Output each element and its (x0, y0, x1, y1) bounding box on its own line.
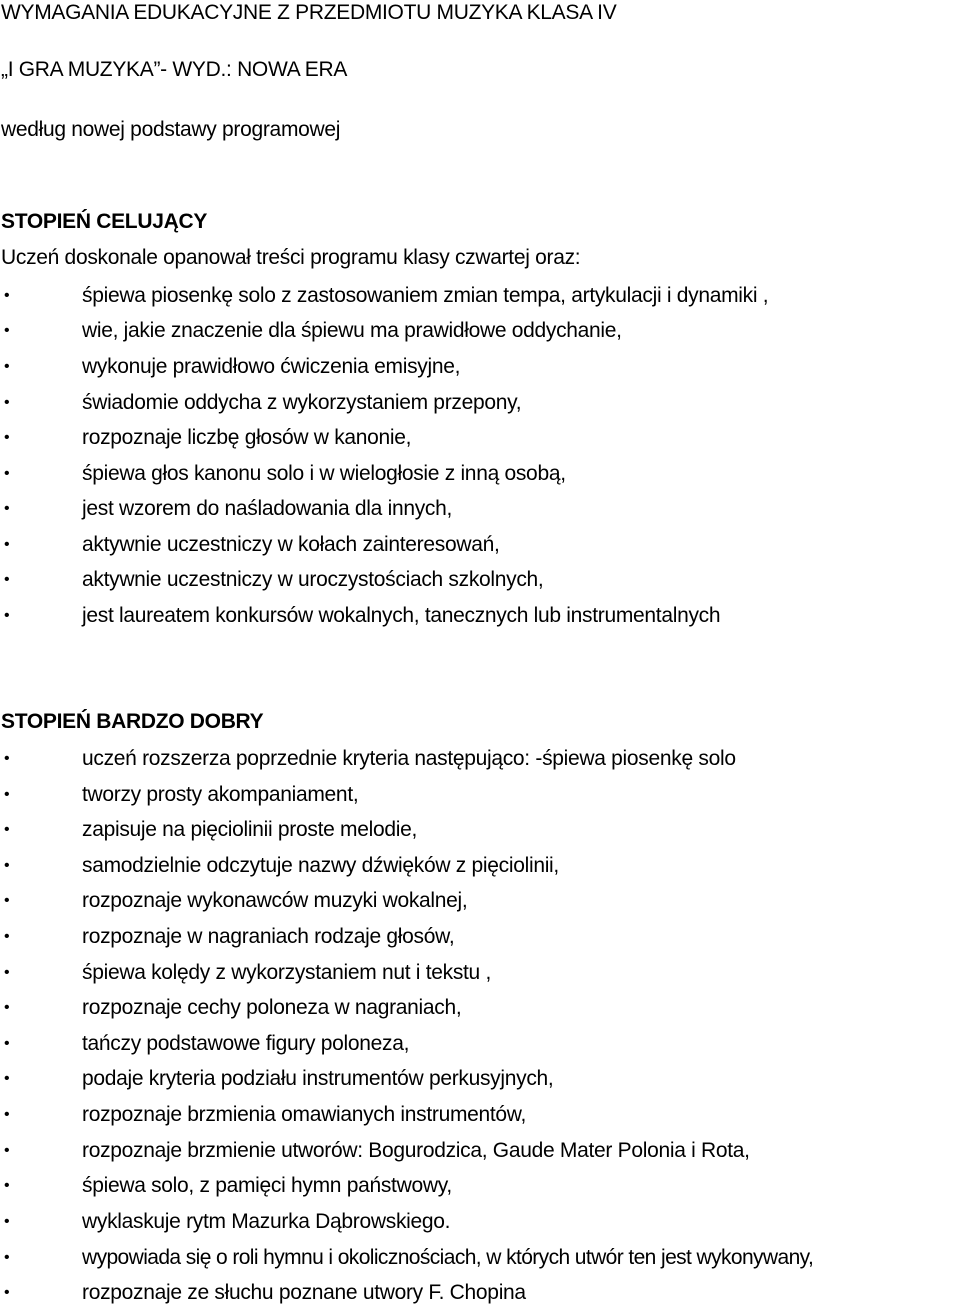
bullet-icon: • (4, 1213, 10, 1230)
document-title: WYMAGANIA EDUKACYJNE Z PRZEDMIOTU MUZYKA KLASA IV (1, 1, 617, 24)
bullet-icon: • (4, 821, 10, 838)
bullet-icon: • (4, 607, 10, 624)
section-heading-celujacy: STOPIEŃ CELUJĄCY (1, 210, 208, 233)
bullet-icon: • (4, 786, 10, 803)
bullet-icon: • (4, 287, 10, 304)
bullet-icon: • (4, 857, 10, 874)
bullet-icon: • (4, 1106, 10, 1123)
bullet-icon: • (4, 928, 10, 945)
list-item-text: rozpoznaje brzmienia omawianych instrumentów, (82, 1103, 527, 1126)
list-item-text: tworzy prosty akompaniament, (82, 783, 359, 806)
list-item-text: świadomie oddycha z wykorzystaniem przepony, (82, 391, 522, 414)
bullet-icon: • (4, 964, 10, 981)
list-item-text: rozpoznaje cechy poloneza w nagraniach, (82, 996, 462, 1019)
bullet-icon: • (4, 571, 10, 588)
list-item-text: zapisuje na pięciolinii proste melodie, (82, 818, 417, 841)
bullet-icon: • (4, 394, 10, 411)
bullet-icon: • (4, 429, 10, 446)
list-item-text: jest wzorem do naśladowania dla innych, (82, 497, 453, 520)
bullet-icon: • (4, 750, 10, 767)
bullet-icon: • (4, 999, 10, 1016)
bullet-icon: • (4, 1035, 10, 1052)
list-item-text: śpiewa głos kanonu solo i w wielogłosie z inną osobą, (82, 462, 566, 485)
bullet-icon: • (4, 1070, 10, 1087)
bullet-icon: • (4, 1142, 10, 1159)
list-item-text: rozpoznaje ze słuchu poznane utwory F. Chopina (82, 1281, 526, 1304)
bullet-icon: • (4, 1177, 10, 1194)
list-item-text: śpiewa piosenkę solo z zastosowaniem zmian tempa, artykulacji i dynamiki , (82, 284, 769, 307)
list-item-text: podaje kryteria podziału instrumentów perkusyjnych, (82, 1067, 554, 1090)
bullet-icon: • (4, 1284, 10, 1301)
list-item-text: rozpoznaje wykonawców muzyki wokalnej, (82, 889, 468, 912)
bullet-icon: • (4, 322, 10, 339)
section-heading-bardzo-dobry: STOPIEŃ BARDZO DOBRY (1, 710, 264, 733)
list-item-text: wypowiada się o roli hymnu i okolicznościach, w których utwór ten jest wykonywany, (82, 1246, 814, 1269)
section-intro-celujacy: Uczeń doskonale opanował treści programu klasy czwartej oraz: (1, 246, 581, 269)
list-item-text: jest laureatem konkursów wokalnych, tanecznych lub instrumentalnych (82, 604, 721, 627)
bullet-icon: • (4, 500, 10, 517)
list-item-text: śpiewa kolędy z wykorzystaniem nut i tekstu , (82, 961, 492, 984)
list-item-text: aktywnie uczestniczy w uroczystościach szkolnych, (82, 568, 544, 591)
basis-line: według nowej podstawy programowej (1, 118, 341, 141)
list-item-text: samodzielnie odczytuje nazwy dźwięków z pięciolinii, (82, 854, 559, 877)
list-item-text: rozpoznaje brzmienie utworów: Bogurodzica, Gaude Mater Polonia i Rota, (82, 1139, 750, 1162)
bullet-icon: • (4, 465, 10, 482)
list-item-text: rozpoznaje liczbę głosów w kanonie, (82, 426, 412, 449)
list-item-text: śpiewa solo, z pamięci hymn państwowy, (82, 1174, 452, 1197)
list-item-text: wie, jakie znaczenie dla śpiewu ma prawidłowe oddychanie, (82, 319, 622, 342)
list-item-text: uczeń rozszerza poprzednie kryteria następująco: -śpiewa piosenkę solo (82, 747, 736, 770)
bullet-icon: • (4, 536, 10, 553)
list-item-text: wyklaskuje rytm Mazurka Dąbrowskiego. (82, 1210, 451, 1233)
list-item-text: wykonuje prawidłowo ćwiczenia emisyjne, (82, 355, 461, 378)
list-item-text: rozpoznaje w nagraniach rodzaje głosów, (82, 925, 455, 948)
list-item-text: aktywnie uczestniczy w kołach zainteresowań, (82, 533, 500, 556)
bullet-icon: • (4, 358, 10, 375)
textbook-line: „I GRA MUZYKA”- WYD.: NOWA ERA (1, 58, 348, 81)
bullet-icon: • (4, 892, 10, 909)
bullet-icon: • (4, 1249, 10, 1266)
list-item-text: tańczy podstawowe figury poloneza, (82, 1032, 410, 1055)
